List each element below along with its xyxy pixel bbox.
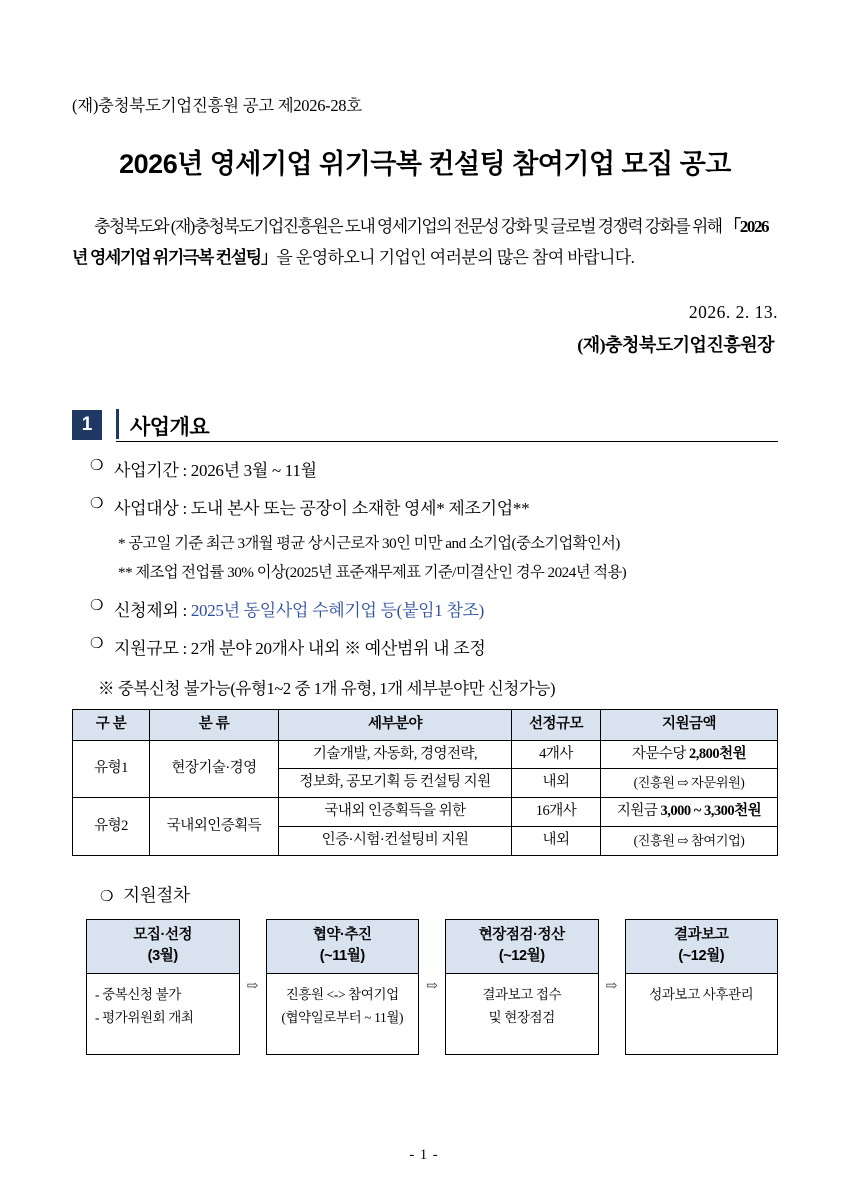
amount-value: 2,800천원 — [689, 745, 747, 762]
flow-arrow-icon: ⇨ — [426, 979, 438, 995]
flow-title-line1: 결과보고 — [674, 926, 729, 943]
flow-title-line2: (~12월) — [498, 947, 545, 964]
flow-title-line1: 모집·선정 — [133, 926, 193, 943]
intro-emphasis: 「2026년 영세기업 위기극복 컨설팅」 — [72, 217, 769, 268]
cell-scale-line1: 16개사 — [512, 798, 601, 827]
bullet-mark-icon: ❍ — [90, 597, 104, 614]
duplicate-application-note: ※ 중복신청 불가능(유형1~2 중 1개 유형, 1개 세부분야만 신청가능) — [98, 678, 556, 698]
support-table — [72, 709, 778, 856]
cell-category: 현장기술·경영 — [150, 740, 279, 798]
col-header-category: 분 류 — [150, 709, 279, 740]
section-1-header — [72, 409, 778, 442]
intro-text-part2: 을 운영하오니 기업인 여러분의 많은 참여 바랍니다. — [276, 248, 635, 268]
flow-arrow-icon: ⇨ — [605, 979, 618, 995]
process-flow-diagram — [86, 919, 778, 1055]
cell-type: 유형1 — [73, 740, 150, 798]
support-table-body — [73, 740, 778, 855]
amount-prefix: 지원금 — [616, 803, 661, 820]
flow-step-body — [87, 974, 239, 1054]
table-header-row — [73, 709, 778, 740]
bullet-text-prefix: 신청제외 : — [114, 600, 191, 620]
cell-detail-line1: 기술개발, 자동화, 경영전략, — [279, 740, 512, 769]
cell-amount-line1 — [601, 740, 778, 769]
flow-step-title — [87, 920, 239, 974]
bullet-project-period — [90, 456, 778, 481]
bullet-target-company — [90, 494, 778, 519]
cell-amount-line2: (진흥원 ⇨ 참여기업) — [601, 826, 778, 855]
cell-scale-line1: 4개사 — [512, 740, 601, 769]
intro-paragraph — [72, 211, 778, 274]
amount-prefix: 자문수당 — [631, 745, 689, 762]
table-row — [73, 798, 778, 827]
cell-scale-line2: 내외 — [512, 826, 601, 855]
bullet-support-scale — [90, 634, 778, 659]
section-number-badge: 1 — [72, 410, 102, 440]
flow-step-report — [625, 919, 779, 1055]
cell-detail-line2: 정보화, 공모기획 등 컨설팅 지원 — [279, 769, 512, 798]
flow-body-line2: (협약일로부터 ~ 11월) — [281, 1010, 404, 1026]
flow-body-line1: 결과보고 접수 — [482, 986, 562, 1002]
bullet-text: 지원규모 : 2개 분야 20개사 내외 ※ 예산범위 내 조정 — [114, 638, 486, 658]
flow-body-line2: - 평가위원회 개최 — [95, 1010, 194, 1026]
bullet-text: 사업기간 : 2026년 3월 ~ 11월 — [114, 460, 317, 480]
flow-body-line1: 성과보고 사후관리 — [649, 986, 754, 1002]
flow-title-line2: (~12월) — [678, 947, 725, 964]
flow-step-body — [446, 974, 598, 1054]
cell-type: 유형2 — [73, 798, 150, 856]
col-header-detail: 세부분야 — [279, 709, 512, 740]
support-table-head — [73, 709, 778, 740]
flow-title-line2: (~11월) — [319, 947, 365, 964]
bullet-text-highlight: 2025년 동일사업 수혜기업 등(붙임1 참조) — [190, 600, 485, 620]
bullet-mark-icon: ❍ — [90, 495, 104, 512]
col-header-type: 구 분 — [73, 709, 150, 740]
bullet-mark-icon: ❍ — [90, 457, 104, 474]
flow-step-body — [267, 974, 419, 1054]
cell-amount-line2: (진흥원 ⇨ 자문위원) — [601, 769, 778, 798]
footnote-single-star: * 공고일 기준 최근 3개월 평균 상시근로자 30인 미만 and 소기업(중소기업확인서) — [118, 534, 620, 552]
flow-step-agreement — [266, 919, 420, 1055]
section-title-rule — [116, 409, 778, 442]
page-number: - 1 - — [409, 1147, 439, 1163]
flow-step-title — [267, 920, 419, 974]
section-1-bullets — [72, 456, 778, 699]
flow-arrow-icon: ⇨ — [246, 979, 259, 995]
notice-number: (재)충청북도기업진흥원 공고 제2026-28호 — [72, 96, 362, 115]
footnote-double-star: ** 제조업 전업률 30% 이상(2025년 표준재무제표 기준/미결산인 경우 2024년 적용) — [118, 563, 627, 581]
flow-body-line1: 진흥원 <-> 참여기업 — [285, 986, 399, 1002]
notice-date: 2026. 2. 13. — [688, 301, 778, 322]
bullet-exclusion — [90, 596, 778, 621]
flow-step-title — [626, 920, 778, 974]
bullet-text — [114, 596, 778, 621]
flow-step-title — [446, 920, 598, 974]
col-header-amount: 지원금액 — [601, 709, 778, 740]
page-title: 2026년 영세기업 위기극복 컨설팅 참여기업 모집 공고 — [119, 149, 731, 179]
intro-text-part1: 충청북도와 (재)충청북도기업진흥원은 도내 영세기업의 전문성 강화 및 글로벌 경쟁력 강화를 위해 — [94, 217, 725, 236]
bullet-text: 사업대상 : 도내 본사 또는 공장이 소재한 영세* 제조기업** — [114, 498, 530, 518]
issuing-organization: (재)충청북도기업진흥원장 — [577, 334, 774, 355]
cell-scale-line2: 내외 — [512, 769, 601, 798]
cell-amount-line1 — [601, 798, 778, 827]
flow-step-body — [626, 974, 778, 1054]
amount-value: 3,000 ~ 3,300천원 — [660, 803, 762, 820]
page-content — [72, 92, 778, 1055]
table-row — [73, 740, 778, 769]
flow-body-line2: 및 현장점검 — [488, 1010, 555, 1026]
flow-title-line1: 협약·추진 — [312, 926, 372, 943]
cell-detail-line2: 인증·시험·컨설팅비 지원 — [279, 826, 512, 855]
process-heading-label: 지원절차 — [123, 884, 190, 905]
flow-title-line1: 현장점검·정산 — [478, 926, 565, 943]
cell-detail-line1: 국내외 인증획득을 위한 — [279, 798, 512, 827]
cell-category: 국내외인증획득 — [150, 798, 279, 856]
bullet-mark-icon: ❍ — [90, 635, 104, 652]
process-heading — [100, 882, 778, 907]
bullet-mark-icon: ❍ — [100, 888, 114, 905]
flow-step-recruit — [86, 919, 240, 1055]
section-title: 사업개요 — [130, 415, 210, 439]
flow-title-line2: (3월) — [147, 947, 178, 964]
flow-body-line1: - 중복신청 불가 — [95, 986, 181, 1002]
flow-step-inspection — [445, 919, 599, 1055]
col-header-scale: 선정규모 — [512, 709, 601, 740]
